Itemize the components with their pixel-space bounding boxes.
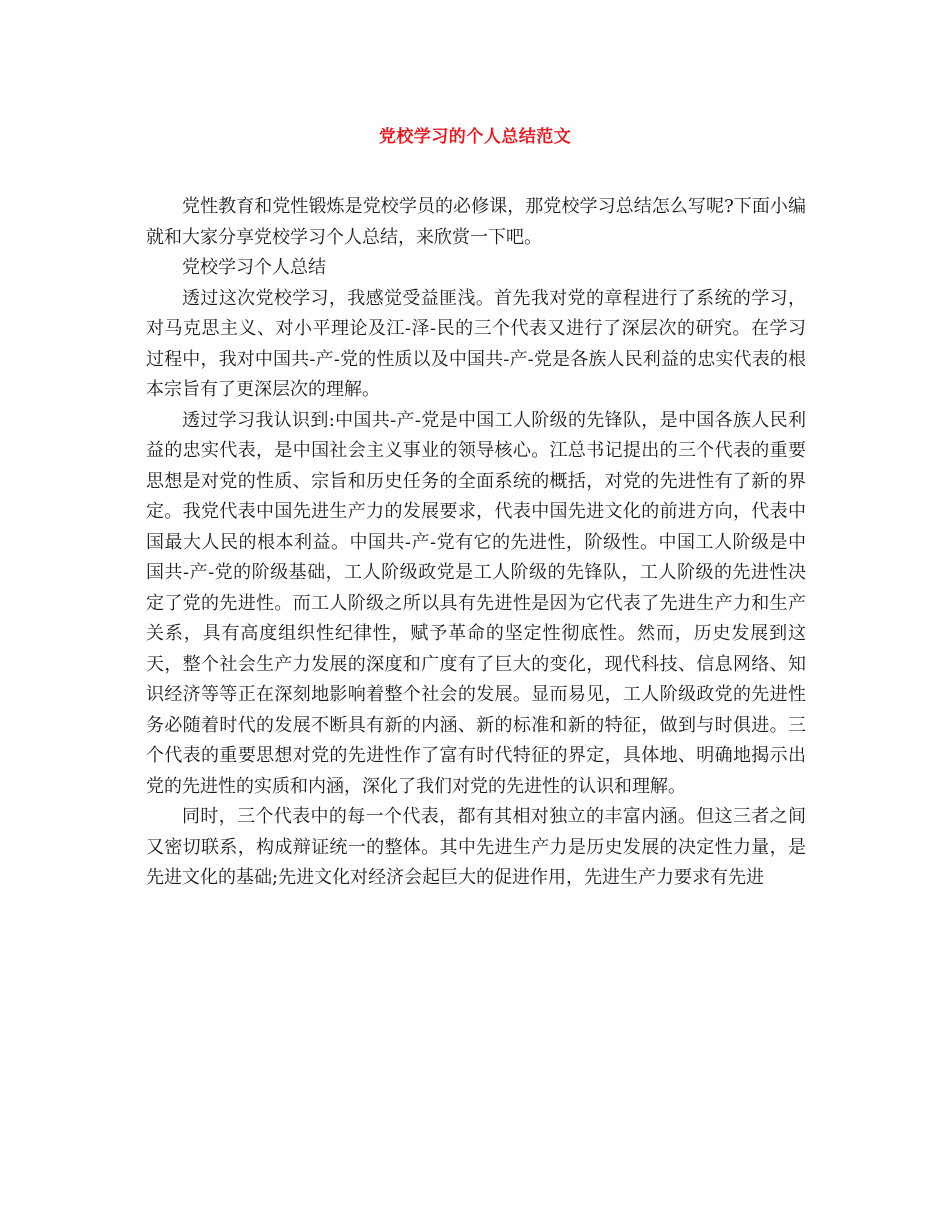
document-title: 党校学习的个人总结范文 xyxy=(378,127,572,147)
intro-paragraph: 党性教育和党性锻炼是党校学员的必修课，那党校学习总结怎么写呢?下面小编就和大家分享党校学习个人总结，来欣赏一下吧。 xyxy=(146,196,806,248)
body-paragraph-2: 透过学习我认识到:中国共-产-党是中国工人阶级的先锋队，是中国各族人民利益的忠实代表，是中国社会主义事业的领导核心。江总书记提出的三个代表的重要思想是对党的性质、宗旨和历史任务的全面系统的概括，对党的先进性有了新的界定。我党代表中国先进生产力的发展要求，代表中国先进文化的前进方向，代表中国最大人民的根本利益。中国共-产-党有它的先进性，阶级性。中国工人阶级是中国共-产-党的阶级基础，工人阶级政党是工人阶级的先锋队，工人阶级的先进性决定了党的先进性。而工人阶级之所以具有先进性是因为它代表了先进生产力和生产关系，具有高度组织性纪律性，赋予革命的坚定性彻底性。然而，历史发展到这天，整个社会生产力发展的深度和广度有了巨大的变化，现代科技、信息网络、知识经济等等正在深刻地影响着整个社会的发展。显而易见，工人阶级政党的先进性务必随着时代的发展不断具有新的内涵、新的标准和新的特征，做到与时俱进。三个代表的重要思想对党的先进性作了富有时代特征的界定，具体地、明确地揭示出党的先进性的实质和内涵，深化了我们对党的先进性的认识和理解。 xyxy=(146,409,806,797)
body-paragraph-3: 同时，三个代表中的每一个代表，都有其相对独立的丰富内涵。但这三者之间又密切联系，构成辩证统一的整体。其中先进生产力是历史发展的决定性力量，是先进文化的基础;先进文化对经济会起巨大的促进作用，先进生产力要求有先进 xyxy=(146,806,806,888)
body-paragraph-1: 透过这次党校学习，我感觉受益匪浅。首先我对党的章程进行了系统的学习，对马克思主义、对小平理论及江-泽-民的三个代表又进行了深层次的研究。在学习过程中，我对中国共-产-党的性质以及中国共-产-党是各族人民利益的忠实代表的根本宗旨有了更深层次的理解。 xyxy=(146,287,806,400)
document-body xyxy=(146,192,806,894)
section-heading: 党校学习个人总结 xyxy=(182,257,326,278)
